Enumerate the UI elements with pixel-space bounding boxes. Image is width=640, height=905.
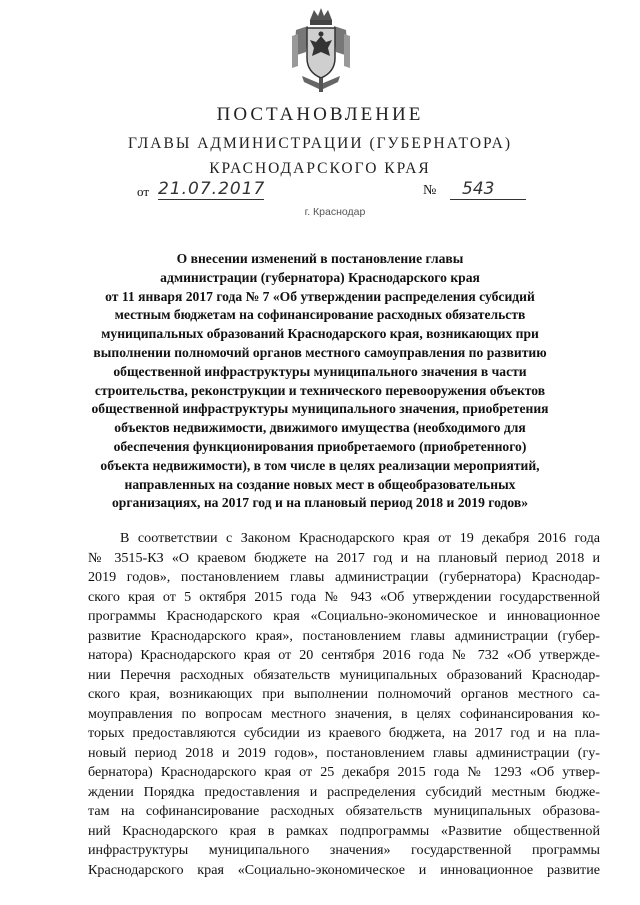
body-line: ского края, возникающих при выполнении полномочий органов местного са- (88, 686, 600, 702)
body-line: В соответствии с Законом Краснодарского края от 19 декабря 2016 года (120, 530, 600, 546)
body-line: натора) Краснодарского края от 20 сентября 2016 года № 732 «Об утвержде- (88, 647, 600, 663)
subject-line: строительства, реконструкции и технического перевооружения объектов (94, 382, 546, 398)
body-line: нии Перечня расходных обязательств муниципальных образований Краснодар- (88, 666, 600, 683)
subject-line: общественной инфраструктуры муниципального значения, приобретения (91, 401, 549, 417)
body-line: инфраструктуры муниципального значения» государственной программы (88, 842, 600, 858)
document-body (88, 529, 600, 880)
number-prefix: № (423, 183, 437, 198)
subject-line: организациях, на 2017 год и на плановый период 2018 и 2019 годов» (111, 495, 529, 511)
body-line: ского края от 5 октября 2015 года № 943 «Об утверждении государственной (88, 588, 600, 605)
subject-line: муниципальных образований Краснодарского края, возникающих при (101, 326, 539, 342)
body-line: моуправления по вопросам местного значения, в целях софинансирования ко- (88, 705, 600, 722)
document-type-title: ПОСТАНОВЛЕНИЕ (216, 104, 424, 125)
date-prefix: от (137, 184, 150, 199)
body-line: торых предоставляются субсидии из краевого бюджета, на 2017 год и на пла- (88, 725, 600, 741)
body-line: Краснодарского края «Социально-экономическое и инновационное развитие (88, 861, 600, 878)
subject-line: обеспечения функционирования приобретаемого (приобретенного) (113, 438, 527, 454)
subject-line: объектов недвижимости, движимого имущества (необходимого для (114, 420, 526, 436)
subject-line: направленных на создание новых мест в общеобразовательных (124, 476, 516, 492)
document-number: 543 (450, 179, 526, 200)
body-line: новый период 2018 и 2019 годов», постановлением главы администрации (гу- (88, 744, 600, 761)
body-line: № 3515-КЗ «О краевом бюджете на 2017 год и на плановый период 2018 и (88, 549, 600, 566)
subject-line: О внесении изменений в постановление главы (176, 251, 464, 266)
subject-line: от 11 января 2017 года № 7 «Об утверждении распределения субсидий (105, 288, 535, 304)
body-line: бернатора) Краснодарского края от 25 декабря 2015 года № 1293 «Об утвер- (88, 764, 600, 780)
document-date: 21.07.2017 (158, 179, 266, 199)
body-line: ждении Порядка предоставления и распределения субсидий местным бюдже- (88, 783, 600, 800)
date-number-line (0, 179, 640, 207)
subject-line: выполнении полномочий органов местного самоуправления по развитию (93, 344, 547, 360)
issue-city: г. Краснодар (304, 206, 366, 218)
issuer-line-1: ГЛАВЫ АДМИНИСТРАЦИИ (ГУБЕРНАТОРА) (127, 135, 512, 152)
body-line: программы Краснодарского края «Социально-экономическое и инновационное (88, 608, 600, 624)
document-subject (70, 250, 570, 513)
subject-line: общественной инфраструктуры муниципального значения в части (113, 363, 527, 379)
body-line: ний Краснодарского края в рамках подпрограммы «Развитие общественной (88, 822, 600, 839)
coat-of-arms-icon (290, 6, 352, 94)
issuer-line-2: КРАСНОДАРСКОГО КРАЯ (209, 160, 431, 177)
body-line: развитие Краснодарского края», постановлением главы администрации (губер- (88, 627, 600, 644)
subject-line: местным бюджетам на софинансирование расходных обязательств (114, 307, 526, 323)
body-line: 2019 годов», постановлением главы администрации (губернатора) Краснодар- (88, 569, 600, 585)
subject-line: объекта недвижимости), в том числе в целях реализации мероприятий, (100, 457, 540, 473)
subject-line: администрации (губернатора) Краснодарского края (160, 269, 480, 285)
body-line: там на софинансирование расходных обязательств муниципальных образова- (88, 803, 600, 819)
